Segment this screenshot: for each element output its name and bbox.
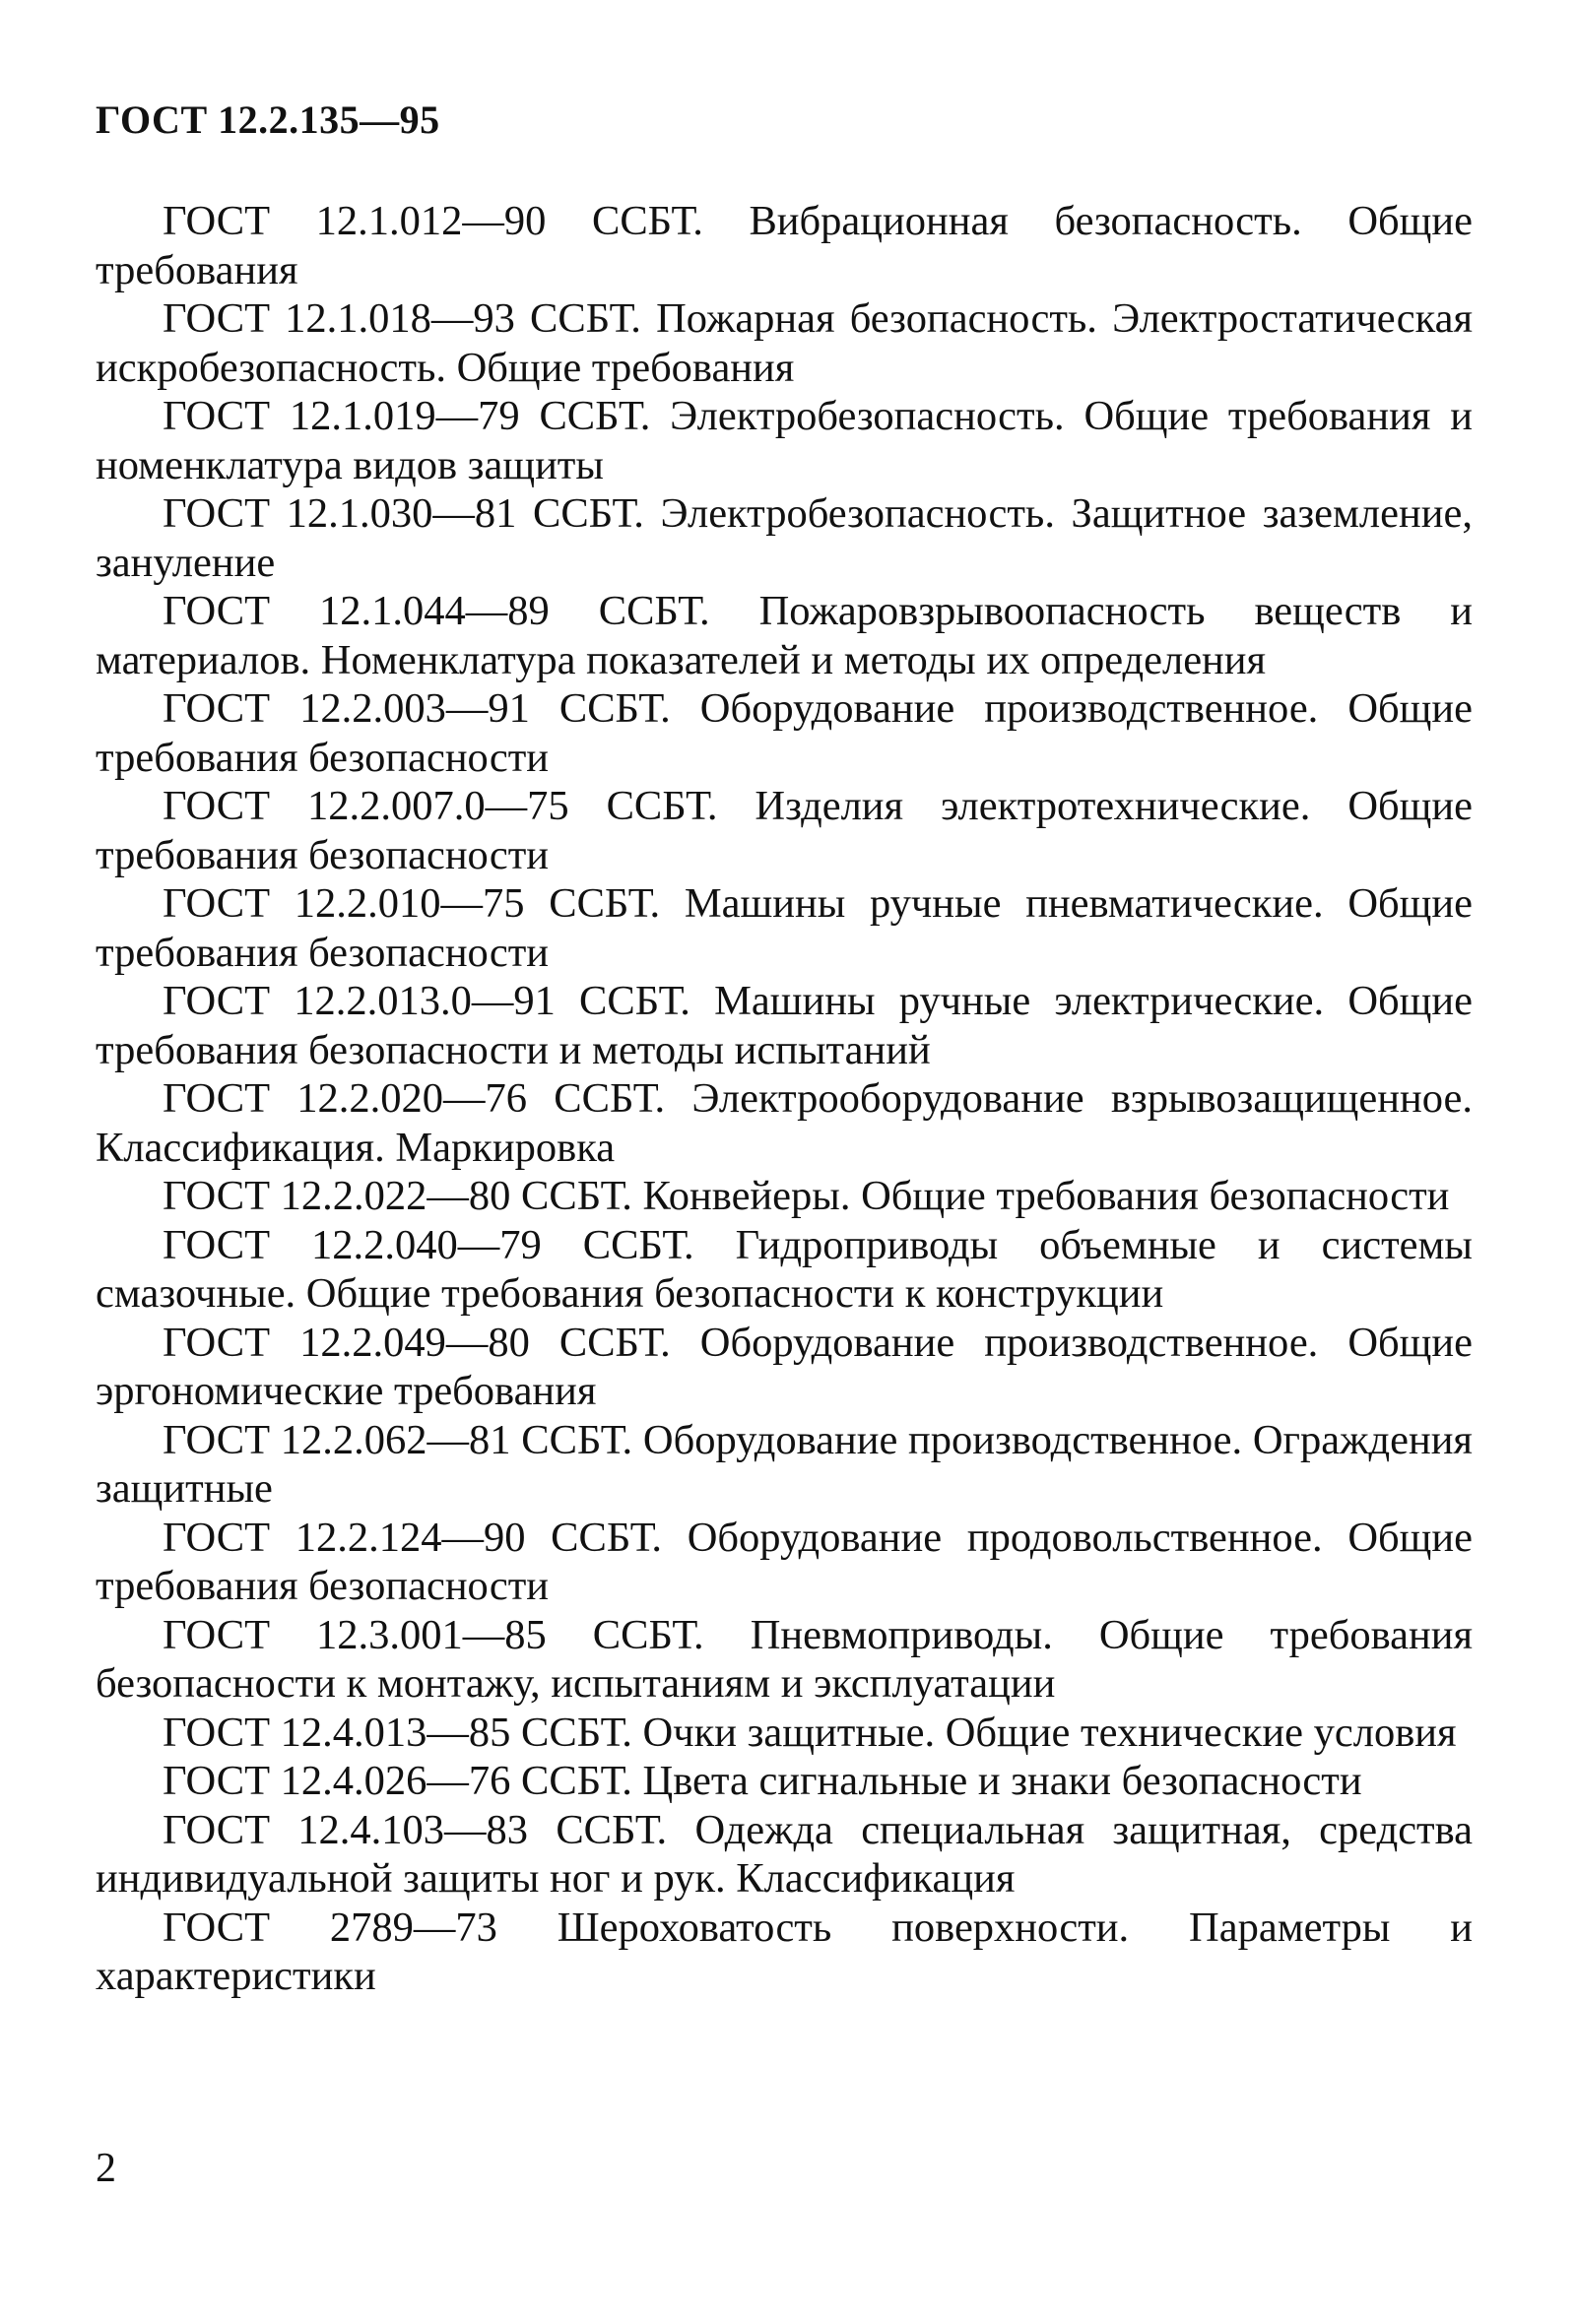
reference-item: ГОСТ 12.2.010—75 ССБТ. Машины ручные пневматические. Общие требования безопасности [96,880,1473,976]
reference-item: ГОСТ 12.2.013.0—91 ССБТ. Машины ручные электрические. Общие требования безопасности и методы испытаний [96,978,1473,1073]
reference-item: ГОСТ 12.4.103—83 ССБТ. Одежда специальная защитная, средства индивидуальной защиты ног и рук. Классификация [96,1806,1473,1902]
page-number: 2 [96,2146,116,2191]
reference-item: ГОСТ 12.2.007.0—75 ССБТ. Изделия электротехнические. Общие требования безопасности [96,783,1473,878]
page-header: ГОСТ 12.2.135—95 [96,97,440,142]
reference-item: ГОСТ 12.2.020—76 ССБТ. Электрооборудование взрывозащищенное. Классификация. Маркировка [96,1075,1473,1171]
reference-item: ГОСТ 12.2.022—80 ССБТ. Конвейеры. Общие требования безопасности [163,1173,1450,1219]
reference-item: ГОСТ 12.2.062—81 ССБТ. Оборудование производственное. Ограждения защитные [96,1416,1473,1512]
reference-item: ГОСТ 12.4.013—85 ССБТ. Очки защитные. Общие технические условия [163,1709,1457,1756]
reference-item: ГОСТ 12.1.030—81 ССБТ. Электробезопасность. Защитное заземление, зануление [96,490,1473,586]
reference-item: ГОСТ 12.1.019—79 ССБТ. Электробезопасность. Общие требования и номенклатура видов защиты [96,393,1473,488]
reference-item: ГОСТ 12.1.018—93 ССБТ. Пожарная безопасность. Электростатическая искробезопасность. Общие требования [96,295,1473,391]
reference-item: ГОСТ 12.1.044—89 ССБТ. Пожаровзрывоопасность веществ и материалов. Номенклатура показателей и методы их определения [96,588,1473,683]
reference-item: ГОСТ 12.1.012—90 ССБТ. Вибрационная безопасность. Общие требования [96,198,1473,293]
reference-item: ГОСТ 12.2.003—91 ССБТ. Оборудование производственное. Общие требования безопасности [96,685,1473,781]
reference-item: ГОСТ 12.2.040—79 ССБТ. Гидроприводы объемные и системы смазочные. Общие требования безопасности к конструкции [96,1221,1473,1317]
reference-item: ГОСТ 12.3.001—85 ССБТ. Пневмоприводы. Общие требования безопасности к монтажу, испытаниям и эксплуатации [96,1611,1473,1707]
reference-item: ГОСТ 12.2.049—80 ССБТ. Оборудование производственное. Общие эргономические требования [96,1319,1473,1414]
reference-item: ГОСТ 2789—73 Шероховатость поверхности. Параметры и характеристики [96,1904,1473,1999]
reference-item: ГОСТ 12.4.026—76 ССБТ. Цвета сигнальные и знаки безопасности [163,1758,1362,1804]
reference-item: ГОСТ 12.2.124—90 ССБТ. Оборудование продовольственное. Общие требования безопасности [96,1514,1473,1609]
normative-references-list [96,197,1473,2001]
